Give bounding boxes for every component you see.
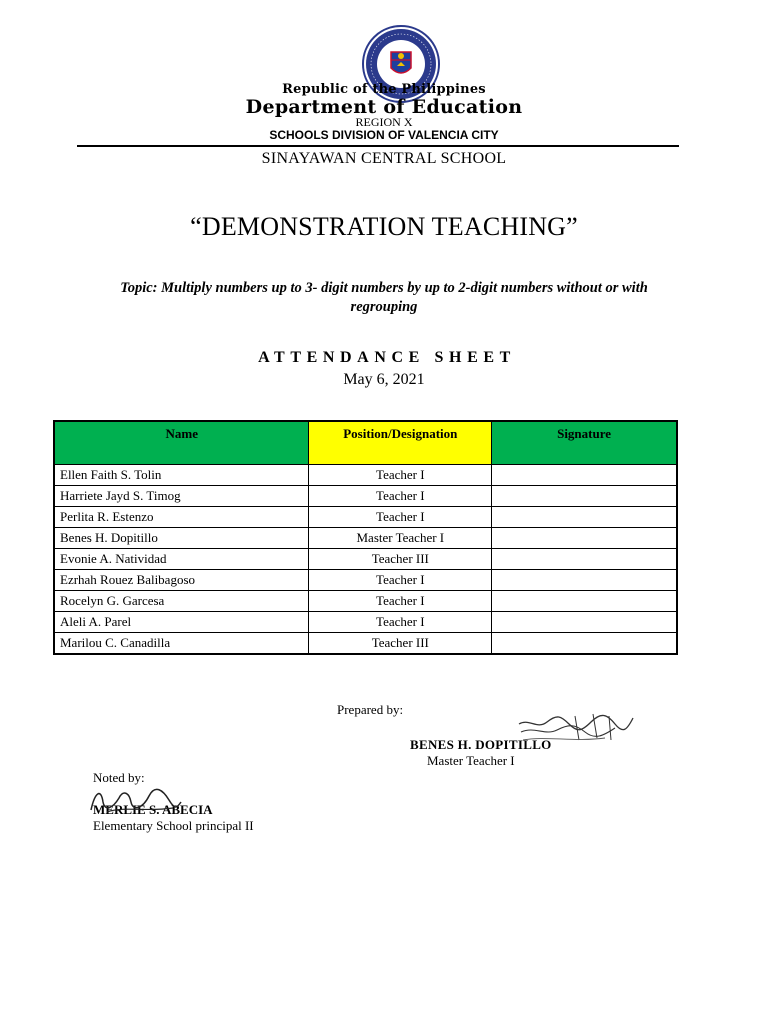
attendee-position: Teacher I (309, 591, 492, 612)
region-line: REGION X (355, 115, 413, 129)
attendee-name: Evonie A. Natividad (54, 549, 309, 570)
attendee-name: Benes H. Dopitillo (54, 528, 309, 549)
table-row (54, 465, 677, 486)
header-divider (77, 145, 679, 147)
attendee-position: Teacher I (309, 465, 492, 486)
attendee-name: Ezrhah Rouez Balibagoso (54, 570, 309, 591)
noter-role: Elementary School principal II (93, 818, 254, 833)
department-name: Department of Education (245, 96, 523, 118)
attendee-name: Harriete Jayd S. Timog (54, 486, 309, 507)
attendee-name: Aleli A. Parel (54, 612, 309, 633)
table-row (54, 549, 677, 570)
attendee-position: Teacher I (309, 486, 492, 507)
signature-cell (492, 591, 677, 612)
noter-signature (85, 782, 185, 818)
table-row (54, 591, 677, 612)
table-row (54, 486, 677, 507)
noted-by-label: Noted by: (93, 770, 145, 785)
signature-cell (492, 612, 677, 633)
attendee-name: Perlita R. Estenzo (54, 507, 309, 528)
table-row (54, 570, 677, 591)
attendee-name: Rocelyn G. Garcesa (54, 591, 309, 612)
attendance-sheet-title: ATTENDANCE SHEET (258, 349, 516, 366)
signature-cell (492, 633, 677, 655)
table-row (54, 507, 677, 528)
republic-line: Republic of the Philippines (282, 82, 486, 97)
attendee-position: Teacher I (309, 570, 492, 591)
prepared-by-label: Prepared by: (337, 702, 404, 717)
noter-name: MERLIE S. ABECIA (93, 802, 213, 817)
attendee-position: Master Teacher I (309, 528, 492, 549)
division-line: SCHOOLS DIVISION OF VALENCIA CITY (269, 128, 499, 142)
table-row (54, 528, 677, 549)
table-row (54, 633, 677, 655)
table-row (54, 612, 677, 633)
signature-cell (492, 528, 677, 549)
attendee-position: Teacher III (309, 633, 492, 655)
attendee-position: Teacher III (309, 549, 492, 570)
topic-text: Topic: Multiply numbers up to 3- digit numbers by up to 2-digit numbers without or with regrouping (120, 280, 648, 315)
document-title: “DEMONSTRATION TEACHING” (190, 212, 578, 241)
signature-cell (492, 465, 677, 486)
preparer-role: Master Teacher I (427, 753, 515, 768)
preparer-name: BENES H. DOPITILLO (410, 737, 552, 752)
table-header-row (54, 421, 677, 465)
column-header-name: Name (54, 421, 309, 465)
signature-cell (492, 507, 677, 528)
signature-cell (492, 549, 677, 570)
attendee-position: Teacher I (309, 612, 492, 633)
column-header-signature: Signature (492, 421, 677, 465)
column-header-position: Position/Designation (309, 421, 492, 465)
attendance-date: May 6, 2021 (343, 371, 425, 388)
attendee-name: Marilou C. Canadilla (54, 633, 309, 655)
attendee-position: Teacher I (309, 507, 492, 528)
attendance-table (53, 420, 678, 655)
school-name: SINAYAWAN CENTRAL SCHOOL (261, 150, 507, 167)
signature-cell (492, 570, 677, 591)
attendee-name: Ellen Faith S. Tolin (54, 465, 309, 486)
preparer-signature (515, 710, 637, 748)
signature-cell (492, 486, 677, 507)
